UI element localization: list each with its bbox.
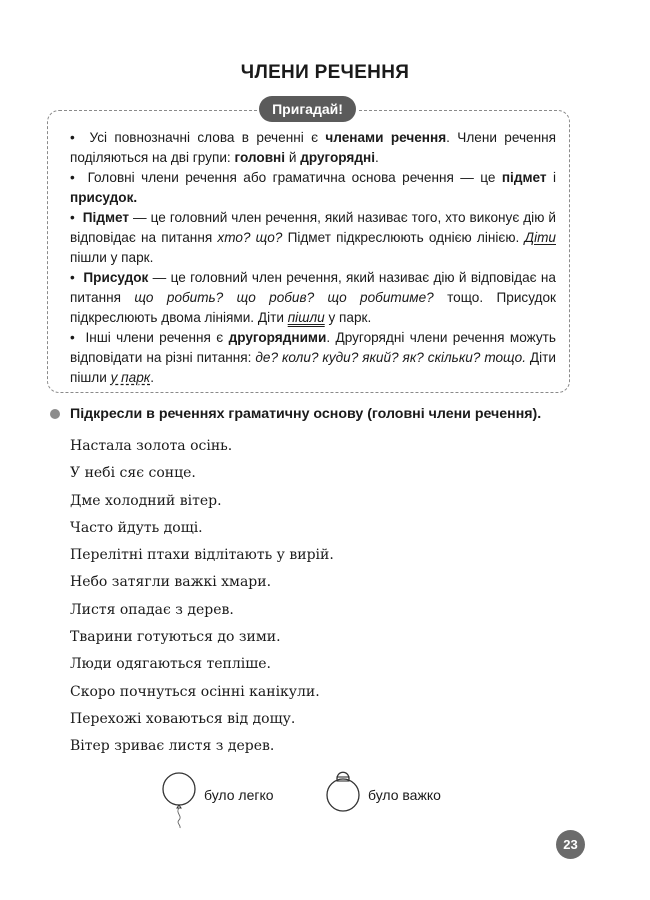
sentence[interactable]: Дме холодний вітер. — [70, 492, 222, 509]
sentence[interactable]: Вітер зриває листя з дерев. — [70, 738, 275, 755]
sentence[interactable]: Тварини готуються до зими. — [70, 629, 281, 646]
example-predicate: пішли — [287, 310, 325, 325]
sentence[interactable]: Люди одягаються тепліше. — [70, 656, 271, 673]
page-title: ЧЛЕНИ РЕЧЕННЯ — [240, 62, 410, 83]
rule-predicate: • Присудок — це головний член речення, який називає дію й відповідає на питання що робить? що робив? що робитиме? тощо. Присудок підкреслюють двома лініями. Діти пішли у парк. — [70, 270, 556, 325]
task-bullet — [50, 409, 60, 419]
sentence[interactable]: Скоро почнуться осінні канікули. — [70, 683, 320, 700]
weight-icon[interactable] — [324, 770, 364, 814]
example-secondary: у парк — [110, 370, 151, 385]
sentence[interactable]: У небі сяє сонце. — [70, 465, 196, 482]
rule-main-members: • Головні члени речення або граматична основа речення — це підмет і присудок. — [70, 170, 556, 205]
page-number: 23 — [556, 830, 585, 859]
rule-secondary-members: • Інші члени речення є другорядними. Другорядні члени речення можуть відповідати на різні питання: де? коли? куди? який? як? скільки? тощо. Діти пішли у парк. — [70, 330, 556, 385]
sentence[interactable]: Перехожі ховаються від дощу. — [70, 710, 296, 727]
example-subject: Діти — [524, 230, 556, 245]
sentence[interactable]: Часто йдуть дощі. — [70, 519, 203, 536]
sentence[interactable]: Небо затягли важкі хмари. — [70, 574, 272, 591]
task-instruction: Підкресли в реченнях граматичну основу (головні члени речення). — [70, 406, 542, 422]
hard-label: було важко — [368, 787, 441, 803]
sentence[interactable]: Перелітні птахи відлітають у вирій. — [70, 547, 334, 564]
rule-members: • Усі повнозначні слова в реченні є членами речення. Члени речення поділяються на дві групи: головні й другорядні. — [70, 130, 556, 165]
rule-subject: • Підмет — це головний член речення, який називає того, хто виконує дію й відповідає на питання хто? що? Підмет підкреслюють однією лінією. Діти пішли у парк. — [70, 210, 556, 265]
remind-badge: Пригадай! — [259, 96, 356, 122]
sentence[interactable]: Настала золота осінь. — [70, 438, 233, 454]
self-evaluation — [160, 770, 480, 830]
sentence-list — [70, 435, 334, 763]
sentence[interactable]: Листя опадає з дерев. — [70, 601, 234, 618]
rules-list — [70, 128, 556, 388]
easy-label: було легко — [204, 787, 274, 803]
